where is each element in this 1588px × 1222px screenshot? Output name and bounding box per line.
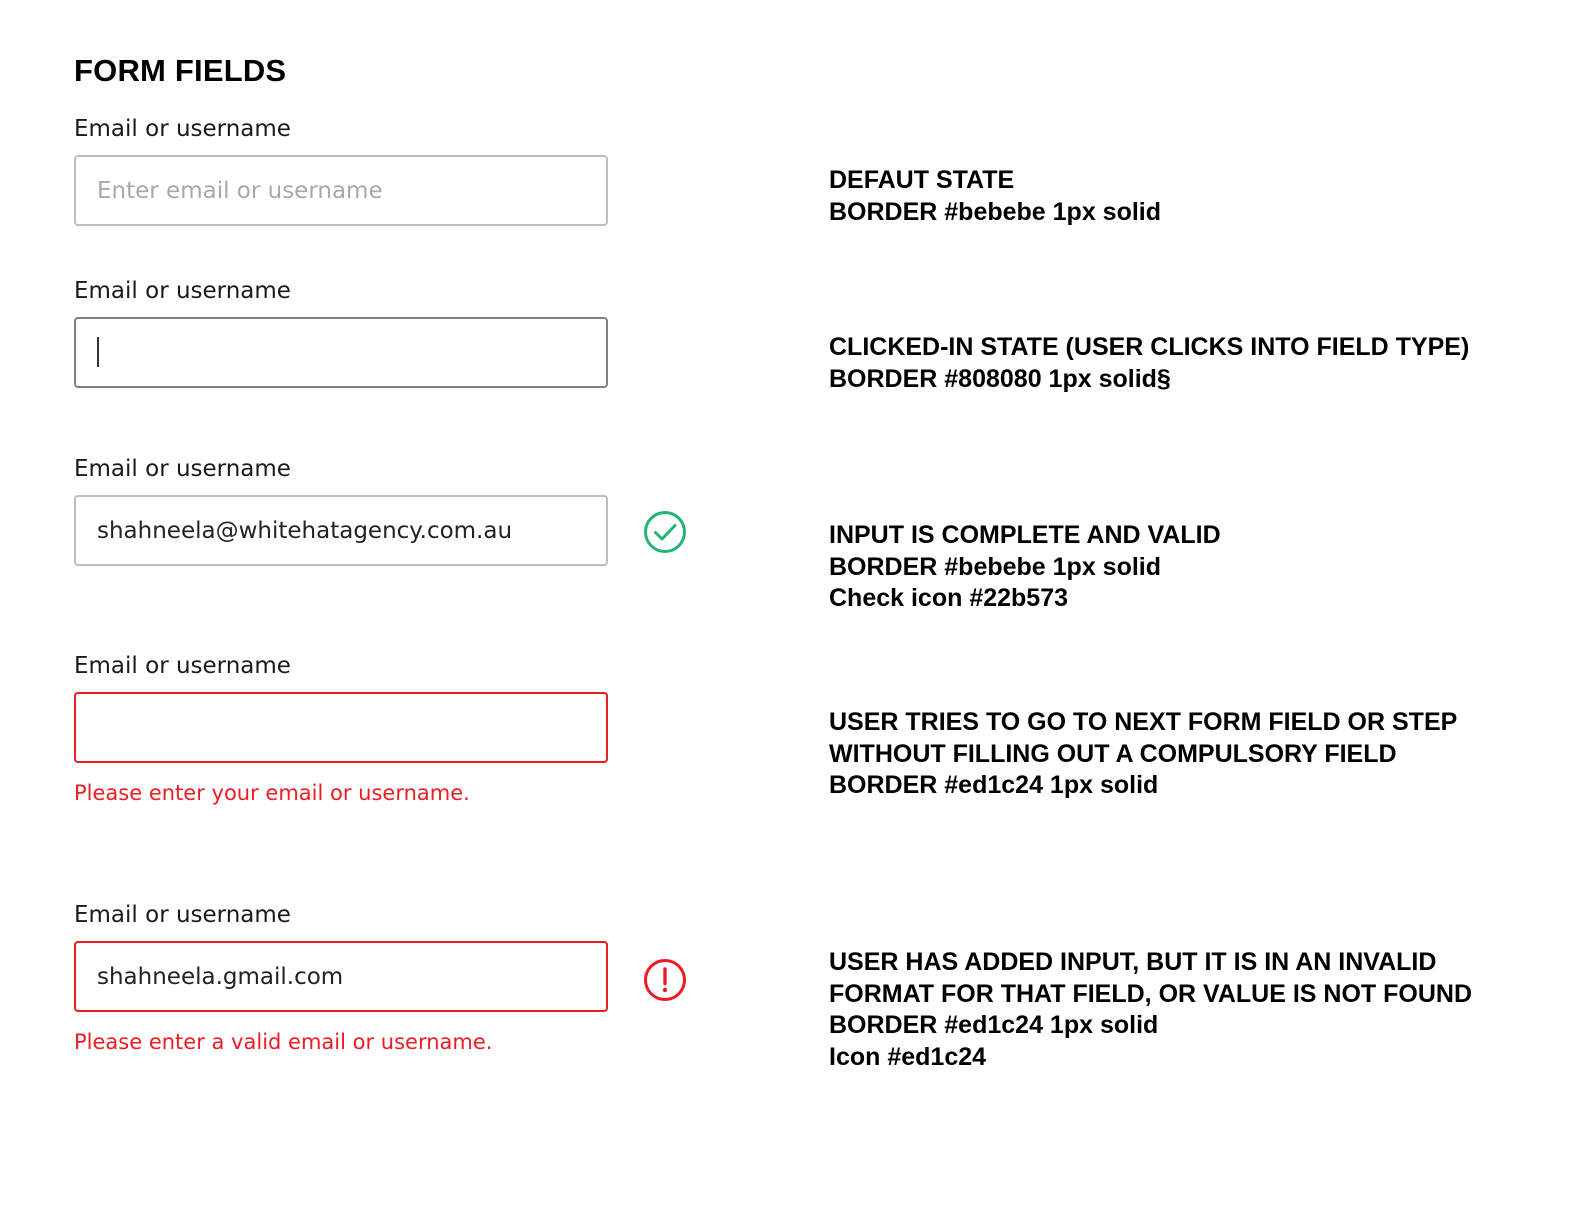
field-label: Email or username [74,653,291,679]
note-line: DEFAUT STATE [829,166,1015,194]
email-username-input-valid[interactable] [74,495,608,566]
note-line: FORMAT FOR THAT FIELD, OR VALUE IS NOT FOUND [829,979,1473,1008]
note-line: BORDER #bebebe 1px solid [829,197,1162,226]
note-line: BORDER #bebebe 1px solid [829,552,1162,581]
note-line: Check icon #22b573 [829,584,1069,613]
page-title: FORM FIELDS [74,53,287,88]
email-username-input-default[interactable] [74,155,608,226]
field-label: Email or username [74,456,291,482]
error-message: Please enter a valid email or username. [74,1030,493,1054]
field-label: Email or username [74,116,291,142]
check-circle-icon [643,510,687,554]
note-line: BORDER #ed1c24 1px solid [829,1011,1159,1040]
note-line: WITHOUT FILLING OUT A COMPULSORY FIELD [829,739,1397,768]
email-username-input-required-error[interactable] [74,692,608,763]
error-message: Please enter your email or username. [74,781,470,805]
note-required-error-state [829,707,1457,802]
text-caret [97,337,99,367]
exclamation-circle-icon [643,958,687,1002]
note-invalid-error-state [829,947,1472,1073]
note-line: Icon #ed1c24 [829,1042,987,1071]
note-line: CLICKED-IN STATE (USER CLICKS INTO FIELD TYPE) [829,333,1470,361]
note-valid-state [829,520,1221,615]
note-line: USER HAS ADDED INPUT, BUT IT IS IN AN INVALID [829,948,1437,976]
note-line: INPUT IS COMPLETE AND VALID [829,521,1221,549]
field-label: Email or username [74,278,291,304]
note-default-state [829,165,1161,228]
field-label: Email or username [74,902,291,928]
note-line: BORDER #808080 1px solid§ [829,364,1171,393]
note-focused-state [829,332,1469,395]
email-username-input-invalid-error[interactable] [74,941,608,1012]
note-line: BORDER #ed1c24 1px solid [829,771,1159,800]
note-line: USER TRIES TO GO TO NEXT FORM FIELD OR STEP [829,708,1458,736]
email-username-input-focused[interactable] [74,317,608,388]
